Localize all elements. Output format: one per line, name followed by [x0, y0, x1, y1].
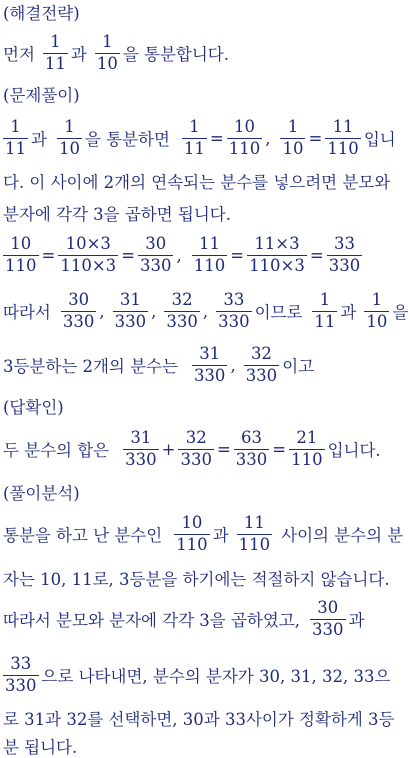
line-8	[3, 288, 408, 334]
fraction-1-11	[3, 119, 28, 157]
fraction-32-330	[164, 292, 200, 330]
denominator: 10	[366, 311, 388, 331]
denominator: 110	[176, 534, 208, 554]
text: 이고	[282, 357, 315, 376]
fraction-1-11	[312, 292, 337, 330]
text: 사이의 분수의 분	[281, 526, 404, 545]
denominator: 110	[193, 255, 226, 275]
numerator: 31	[199, 344, 221, 363]
denominator: 330	[328, 255, 361, 275]
line-11	[3, 426, 400, 472]
text: 따라서 분모와 분자에 각각 3을 곱하였고,	[3, 611, 300, 630]
denominator: 330	[180, 449, 212, 469]
fraction-33-330	[216, 292, 252, 330]
numerator: 10	[233, 117, 255, 136]
denominator: 110	[291, 449, 323, 469]
numerator: 1	[64, 117, 75, 136]
numerator: 30	[68, 290, 90, 309]
text: 자는 10, 11로, 3등분을 하기에는 적절하지 않습니다.	[3, 570, 390, 589]
denominator: 11	[5, 138, 26, 158]
heading-text: (답확인)	[3, 398, 64, 417]
line-13	[3, 511, 404, 557]
line-5	[3, 170, 400, 192]
denominator: 10	[282, 138, 304, 158]
fraction-33-330	[3, 656, 39, 694]
fraction-1-10	[57, 119, 82, 157]
numerator: 33	[223, 290, 245, 309]
fraction-10-110	[174, 515, 210, 553]
numerator: 31	[130, 428, 152, 447]
line-15	[3, 596, 400, 642]
fraction-10-110	[3, 236, 39, 274]
numerator: 1	[371, 290, 383, 309]
text: 입니다.	[327, 441, 381, 460]
text: 을	[392, 303, 408, 322]
fraction-11x3	[247, 236, 307, 274]
equals: =	[121, 245, 135, 265]
denominator: 110	[228, 138, 261, 158]
plus: +	[161, 439, 176, 459]
denominator: 330	[218, 311, 250, 331]
text: 이므로	[254, 303, 303, 322]
numerator: 10	[181, 513, 203, 532]
numerator: 1	[189, 117, 200, 136]
line-16	[3, 652, 400, 698]
fraction-1-11	[43, 34, 68, 72]
denominator: 10	[58, 138, 80, 158]
text: 으로 나타내면, 분수의 분자가 30, 31, 32, 33으	[41, 667, 391, 686]
text: 입니	[363, 130, 396, 149]
fraction-10-110	[227, 119, 263, 157]
denominator: 330	[5, 675, 37, 695]
text: 분 됩니다.	[3, 738, 78, 757]
fraction-33-330	[327, 236, 363, 274]
denominator: 11	[314, 311, 336, 331]
equals: =	[308, 128, 323, 148]
fraction-32-330	[244, 346, 280, 384]
line-14	[3, 567, 400, 589]
denominator: 110×3	[249, 255, 305, 275]
numerator: 1	[319, 290, 331, 309]
text: 과	[31, 130, 47, 149]
text: 통분을 하고 난 분수인	[3, 526, 163, 545]
text: 따라서	[3, 303, 51, 322]
numerator: 30	[317, 598, 339, 617]
line-7	[3, 232, 400, 278]
fraction-32-330	[178, 430, 214, 468]
denominator: 330	[245, 365, 278, 385]
fraction-31-330	[192, 346, 228, 384]
line-18	[3, 735, 400, 757]
equals: =	[209, 128, 224, 148]
denominator: 10	[96, 53, 118, 73]
numerator: 10	[10, 234, 32, 253]
line-6	[3, 202, 400, 224]
denominator: 11	[183, 138, 205, 158]
numerator: 11	[198, 234, 220, 253]
comma: ,	[151, 301, 157, 321]
denominator: 110	[5, 255, 37, 275]
numerator: 10×3	[65, 234, 111, 253]
numerator: 21	[296, 428, 318, 447]
denominator: 330	[193, 365, 226, 385]
numerator: 63	[241, 428, 263, 447]
denominator: 330	[114, 311, 147, 331]
comma: ,	[99, 301, 105, 321]
comma: ,	[202, 301, 209, 321]
fraction-11-110	[237, 515, 273, 553]
fraction-21-110	[289, 430, 325, 468]
line-2	[3, 30, 400, 76]
text: 분자에 각각 3을 곱하면 됩니다.	[3, 205, 231, 224]
comma: ,	[176, 245, 182, 265]
text: 로 31과 32를 선택하면, 30과 33사이가 정확하게 3등	[3, 710, 395, 729]
equals: =	[216, 439, 231, 459]
numerator: 30	[145, 234, 167, 253]
text: 3등분하는 2개의 분수는	[3, 357, 178, 376]
fraction-10x3	[58, 236, 118, 274]
comma: ,	[230, 355, 236, 375]
numerator: 32	[185, 428, 207, 447]
fraction-63-330	[234, 430, 270, 468]
text: 을 통분합니다.	[122, 45, 229, 64]
equals: =	[309, 245, 324, 265]
comma: ,	[265, 128, 271, 148]
fraction-11-110	[192, 236, 228, 274]
denominator: 11	[44, 53, 66, 73]
fraction-30-330	[61, 292, 97, 330]
heading-text: (문제풀이)	[3, 86, 80, 105]
text: 두 분수의 합은	[3, 441, 110, 460]
heading-solution	[3, 84, 400, 104]
heading-analysis	[3, 482, 400, 502]
line-9	[3, 342, 400, 388]
denominator: 330	[166, 311, 198, 331]
fraction-1-11	[182, 119, 207, 157]
numerator: 33	[10, 654, 32, 673]
fraction-1-10	[280, 119, 305, 157]
text: 과	[348, 611, 365, 630]
text: 먼저	[3, 45, 35, 64]
numerator: 1	[102, 32, 113, 51]
denominator: 330	[62, 311, 95, 331]
numerator: 11×3	[254, 234, 300, 253]
denominator: 330	[312, 619, 344, 639]
denominator: 110	[327, 138, 359, 158]
equals: =	[41, 245, 56, 265]
numerator: 1	[287, 117, 299, 136]
numerator: 11	[332, 117, 354, 136]
equals: =	[230, 245, 245, 265]
line-17	[3, 707, 400, 729]
line-4	[3, 115, 400, 161]
fraction-1-10	[364, 292, 389, 330]
heading-text: (해결전략)	[3, 4, 80, 23]
denominator: 110	[238, 534, 271, 554]
numerator: 32	[250, 344, 272, 363]
denominator: 330	[139, 255, 172, 275]
numerator: 31	[119, 290, 141, 309]
denominator: 330	[125, 449, 157, 469]
heading-text: (풀이분석)	[3, 484, 80, 503]
numerator: 33	[333, 234, 355, 253]
fraction-31-330	[123, 430, 159, 468]
denominator: 330	[235, 449, 268, 469]
equals: =	[272, 439, 287, 459]
fraction-1-10	[95, 34, 120, 72]
text: 과	[340, 303, 357, 322]
text: 다. 이 사이에 2개의 연속되는 분수를 넣으려면 분모와	[3, 173, 391, 192]
text: 을 통분하면	[84, 130, 170, 149]
fraction-30-330	[138, 236, 174, 274]
heading-check	[3, 396, 400, 416]
heading-strategy	[3, 2, 400, 22]
numerator: 1	[10, 117, 21, 136]
fraction-11-110	[325, 119, 361, 157]
fraction-31-330	[113, 292, 149, 330]
numerator: 11	[243, 513, 265, 532]
fraction-30-330	[310, 600, 346, 638]
text: 과	[70, 45, 87, 64]
denominator: 110×3	[60, 255, 117, 275]
numerator: 1	[50, 32, 61, 51]
numerator: 32	[171, 290, 193, 309]
text: 과	[212, 526, 229, 545]
